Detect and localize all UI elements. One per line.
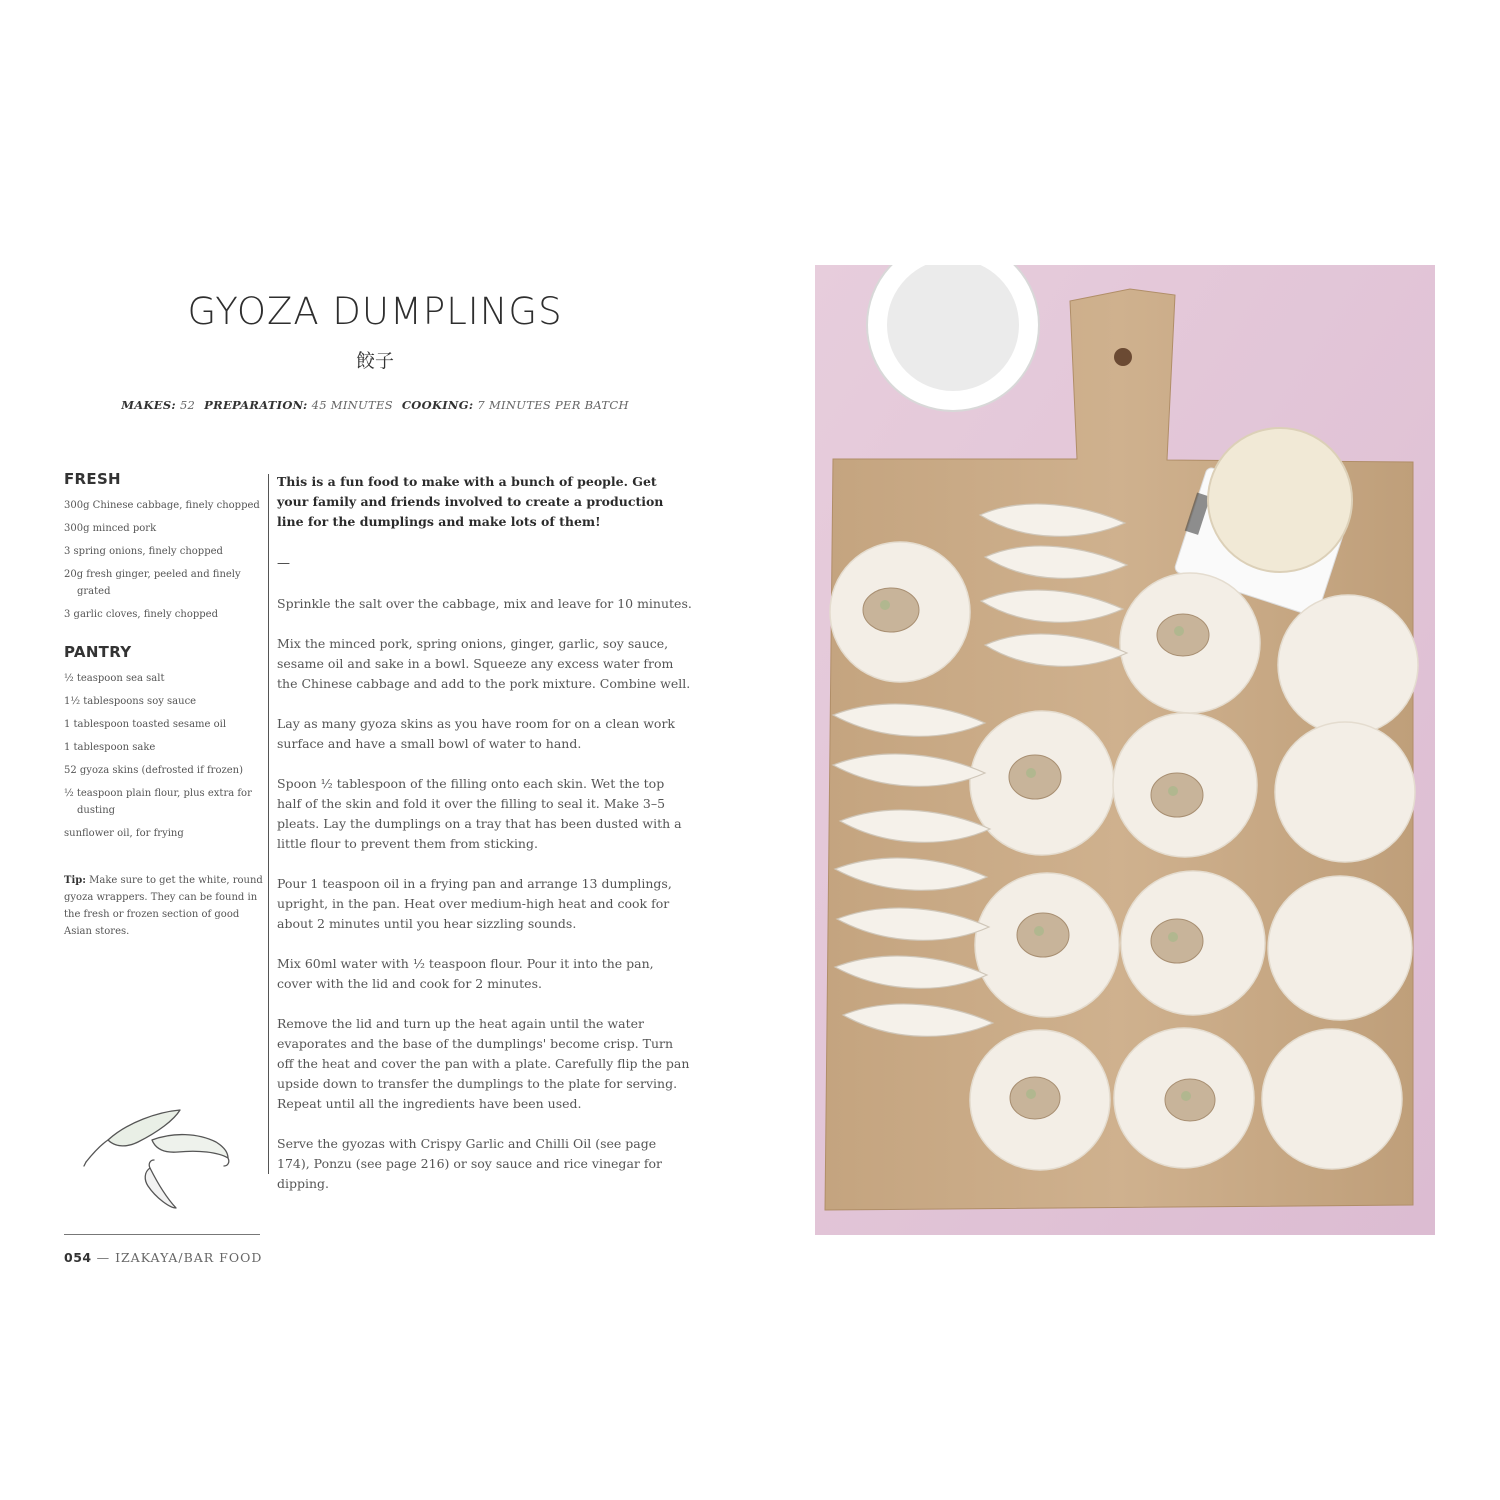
ingredient-item: 20g fresh ginger, peeled and finely grated <box>64 569 241 597</box>
method-step: Mix 60ml water with ½ teaspoon flour. Pour it into the pan, cover with the lid and cook for 2 minutes. <box>277 956 654 991</box>
ingredient-item: ½ teaspoon plain flour, plus extra for dusting <box>64 788 252 816</box>
page-number: 054 <box>64 1250 92 1265</box>
recipe-intro: This is a fun food to make with a bunch of people. Get your family and friends involved to create a production line for the dumplings and make lots of them! <box>277 474 664 529</box>
column-divider <box>268 474 269 1174</box>
method-column <box>277 472 692 1214</box>
dumpling-photo-icon <box>815 265 1435 1235</box>
ingredient-item: 3 spring onions, finely chopped <box>64 546 223 557</box>
tip-label: Tip: <box>64 875 86 886</box>
footer-separator: — <box>96 1250 111 1265</box>
pantry-ingredient-list <box>64 670 264 842</box>
ingredient-item: 1 tablespoon toasted sesame oil <box>64 719 227 730</box>
makes-value: 52 <box>179 398 196 412</box>
method-step: Pour 1 teaspoon oil in a frying pan and arrange 13 dumplings, upright, in the pan. Heat over medium-high heat and cook for about 2 minutes until you hear sizzling sounds. <box>277 876 672 931</box>
ingredient-item: ½ teaspoon sea salt <box>64 673 165 684</box>
page-footer <box>64 1250 262 1265</box>
method-step: Sprinkle the salt over the cabbage, mix and leave for 10 minutes. <box>277 596 692 611</box>
method-step: Lay as many gyoza skins as you have room for on a clean work surface and have a small bowl of water to hand. <box>277 716 676 751</box>
ingredients-column <box>64 470 264 950</box>
method-step: Spoon ½ tablespoon of the filling onto each skin. Wet the top half of the skin and fold it over the filling to seal it. Make 3–5 pleats. Lay the dumplings on a tray that has been dusted with a little flour to prevent them from sticking. <box>277 776 682 851</box>
tip-note <box>64 872 264 940</box>
method-step: Remove the lid and turn up the heat again until the water evaporates and the base of the dumplings' become crisp. Turn off the heat and cover the pan with a plate. Carefully flip the pan upside down to transfer the dumplings to the plate for serving. Repeat until all the ingredients have been used. <box>277 1016 690 1111</box>
fresh-ingredient-list <box>64 497 264 623</box>
recipe-meta <box>60 398 690 412</box>
intro-dash: — <box>277 556 290 571</box>
section-name: IZAKAYA/BAR FOOD <box>115 1250 263 1265</box>
method-step: Serve the gyozas with Crispy Garlic and Chilli Oil (see page 174), Ponzu (see page 216) or soy sauce and rice vinegar for dipping. <box>277 1136 662 1191</box>
chilli-illustration-icon <box>78 1100 238 1218</box>
ingredient-item: 300g Chinese cabbage, finely chopped <box>64 500 260 511</box>
dumpling-photo-drawing <box>815 265 1435 1235</box>
ingredient-item: 52 gyoza skins (defrosted if frozen) <box>64 765 244 776</box>
ingredient-item: 1½ tablespoons soy sauce <box>64 696 197 707</box>
page-subtitle-kanji: 餃子 <box>355 350 394 372</box>
preparation-value: 45 MINUTES <box>311 398 393 412</box>
ingredient-item: 1 tablespoon sake <box>64 742 156 753</box>
ingredient-item: 3 garlic cloves, finely chopped <box>64 609 218 620</box>
cooking-label: COOKING: <box>401 398 474 412</box>
method-step: Mix the minced pork, spring onions, ginger, garlic, soy sauce, sesame oil and sake in a bowl. Squeeze any excess water from the Chinese cabbage and add to the pork mixture. Combine well. <box>277 636 691 691</box>
footer-rule <box>64 1234 260 1235</box>
ingredient-item: sunflower oil, for frying <box>64 828 184 839</box>
cooking-value: 7 MINUTES PER BATCH <box>477 398 629 412</box>
makes-label: MAKES: <box>121 398 176 412</box>
preparation-label: PREPARATION: <box>204 398 308 412</box>
page-title: GYOZA DUMPLINGS <box>187 290 563 333</box>
fresh-heading: FRESH <box>64 470 121 488</box>
tip-text: Make sure to get the white, round gyoza wrappers. They can be found in the fresh or frozen section of good Asian stores. <box>64 875 263 937</box>
pantry-heading: PANTRY <box>64 643 132 661</box>
ingredient-item: 300g minced pork <box>64 523 157 534</box>
